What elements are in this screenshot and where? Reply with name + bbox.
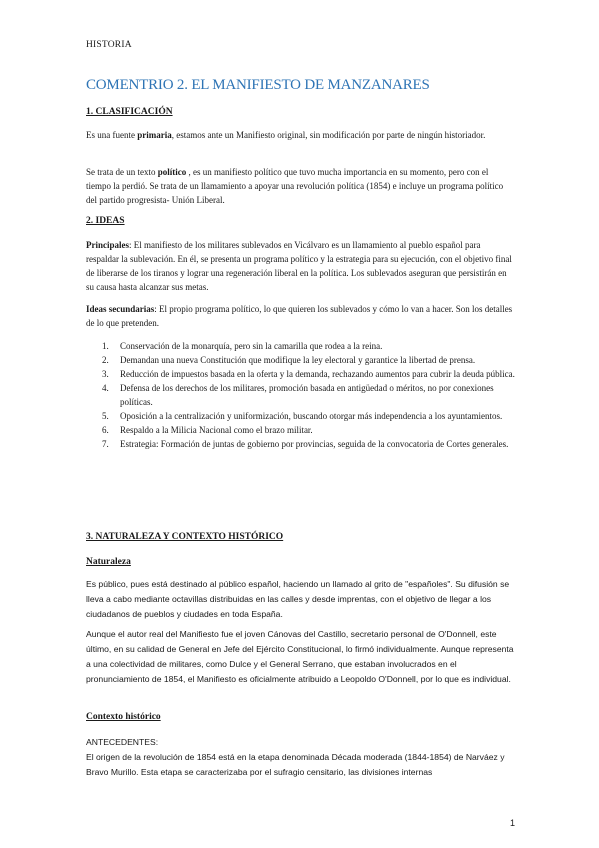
page-number: 1 xyxy=(510,818,516,828)
list-number: 7. xyxy=(102,439,109,449)
list-number: 1. xyxy=(102,341,109,351)
paragraph-texto-politico xyxy=(86,165,514,207)
list-text: Estrategia: Formación de juntas de gobierno por provincias, seguida de la convocatoria de Cortes generales. xyxy=(120,439,509,449)
paragraph-naturaleza-autor: Aunque el autor real del Manifiesto fue el joven Cánovas del Castillo, secretario personal de O'Donnell, este último, en su calidad de General en Jefe del Ejército Constitucional, lo firmó individualmente. Aunque representa a una colectividad de militares, como Dulce y el General Serrano, que estaban involucrados en el pronunciamiento de 1854, el Manifiesto es oficialmente atribuido a Leopoldo O'Donnell, por lo que es individual. xyxy=(86,629,514,684)
list-text: Respaldo a la Milicia Nacional como el brazo militar. xyxy=(120,425,313,435)
list-text: Oposición a la centralización y uniformización, buscando otorgar más independencia a los ayuntamientos. xyxy=(120,411,503,421)
section-heading-naturaleza-contexto: 3. NATURALEZA Y CONTEXTO HISTÓRICO xyxy=(86,532,284,542)
list-text: Reducción de impuestos basada en la oferta y la demanda, rechazando aumentos para cubrir la deuda pública. xyxy=(120,369,515,379)
page-header: HISTORIA xyxy=(86,40,132,50)
list-item xyxy=(86,353,516,367)
paragraph-antecedentes: El origen de la revolución de 1854 está en la etapa denominada Década moderada (1844-1854) de Narváez y Bravo Murillo. Esta etapa se caracterizaba por el sufragio censitario, las divisiones internas xyxy=(86,752,505,777)
list-number: 3. xyxy=(102,369,109,379)
bold-term: primaria xyxy=(137,130,172,140)
program-list xyxy=(86,339,516,451)
bold-term: político xyxy=(157,167,187,177)
list-number: 5. xyxy=(102,411,109,421)
list-item xyxy=(86,409,516,423)
list-item xyxy=(86,437,516,451)
bold-term: Ideas secundarias xyxy=(86,304,155,314)
subheading-naturaleza: Naturaleza xyxy=(86,557,131,567)
list-item xyxy=(86,339,516,353)
text-run: , estamos ante un Manifiesto original, sin modificación por parte de ningún historiador. xyxy=(171,130,486,140)
text-run: : El propio programa político, lo que quieren los sublevados y cómo lo van a hacer. Son los detalles de lo que pretenden. xyxy=(86,304,513,328)
label-antecedentes: ANTECEDENTES: xyxy=(86,737,159,747)
text-run: Es una fuente xyxy=(86,130,138,140)
paragraph-fuente-primaria xyxy=(86,128,514,142)
list-item xyxy=(86,381,516,409)
list-number: 6. xyxy=(102,425,109,435)
list-number: 4. xyxy=(102,383,109,393)
paragraph-naturaleza-publico: Es público, pues está destinado al público español, haciendo un llamado al grito de "españoles". Su difusión se lleva a cabo mediante octavillas distribuidas en las calles y desde imprentas, con el objetivo de llegar a los ciudadanos de pueblos y ciudades en toda España. xyxy=(86,579,510,619)
list-text: Conservación de la monarquía, pero sin la camarilla que rodea a la reina. xyxy=(120,341,383,351)
list-text: Defensa de los derechos de los militares, promoción basada en antigüedad o méritos, no por conexiones políticas. xyxy=(120,383,494,407)
paragraph-ideas-principales xyxy=(86,238,514,294)
list-number: 2. xyxy=(102,355,109,365)
paragraph-ideas-secundarias xyxy=(86,302,514,330)
text-run: , es un manifiesto político que tuvo mucha importancia en su momento, pero con el tiempo la perdió. Se trata de un llamamiento a apoyar una revolución política (1854) e incluye un programa político del partido progresista- Unión Liberal. xyxy=(86,167,504,205)
subheading-contexto-historico: Contexto histórico xyxy=(86,712,161,722)
document-title: COMENTRIO 2. EL MANIFIESTO DE MANZANARES xyxy=(86,77,430,93)
list-item xyxy=(86,367,516,381)
text-run: Se trata de un texto xyxy=(86,167,158,177)
text-run: : El manifiesto de los militares sublevados en Vicálvaro es un llamamiento al pueblo español para respaldar la sublevación. En él, se presenta un programa político y la estrategia para su ejecución, con el objetivo final de liberarse de los tiranos y lograr una regeneración liberal en la política. Los sublevados aseguran que persistirán en su causa hasta alcanzar sus metas. xyxy=(86,240,512,292)
section-heading-clasificacion: 1. CLASIFICACIÓN xyxy=(86,107,173,117)
section-heading-ideas: 2. IDEAS xyxy=(86,216,125,226)
bold-term: Principales xyxy=(86,240,129,250)
list-text: Demandan una nueva Constitución que modifique la ley electoral y garantice la libertad de prensa. xyxy=(120,355,476,365)
list-item xyxy=(86,423,516,437)
